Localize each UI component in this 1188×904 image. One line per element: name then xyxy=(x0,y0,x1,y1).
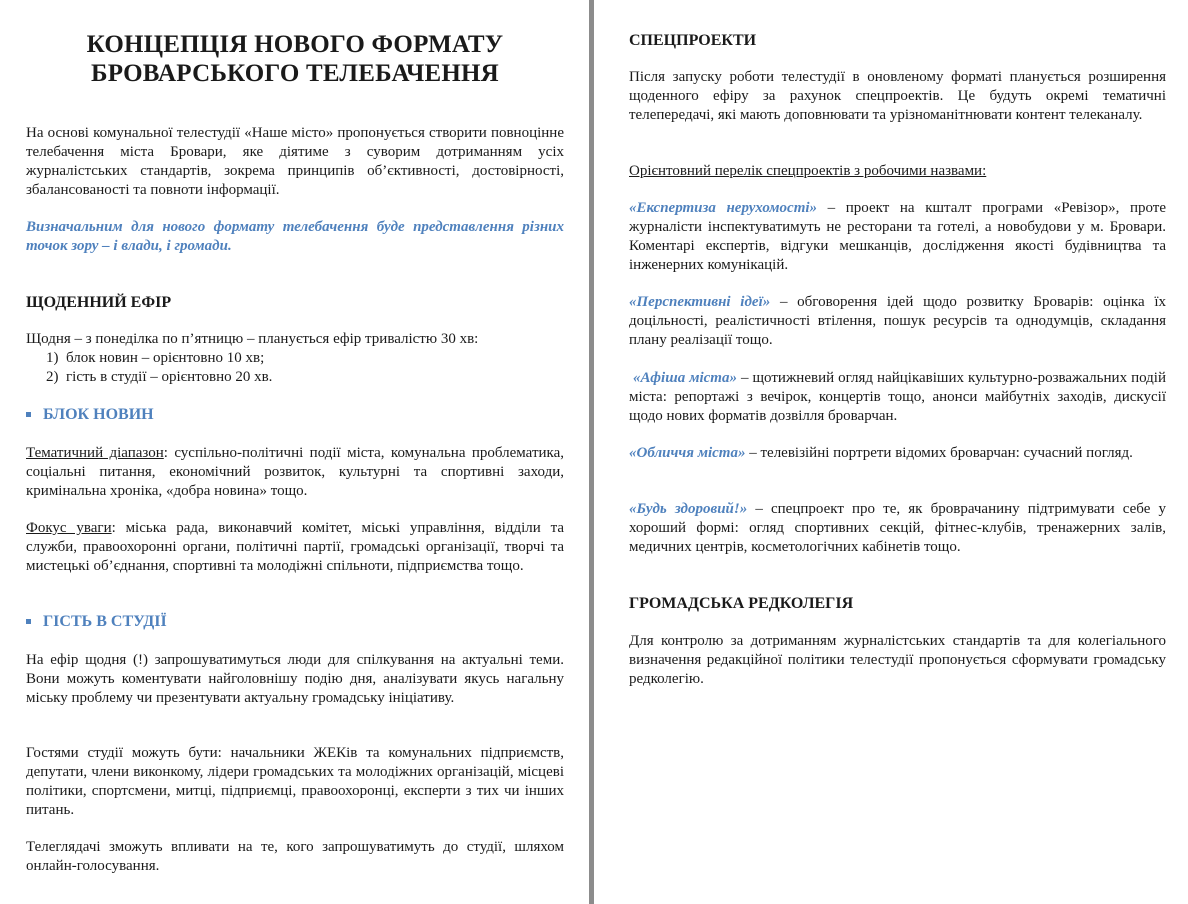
list-item: 2) гість в студії – орієнтовно 20 хв. xyxy=(46,369,273,385)
daily-list xyxy=(26,349,564,387)
guest-heading: ГІСТЬ В СТУДІЇ xyxy=(26,612,564,631)
project-item: «Обличчя міста» – телевізійні портрети відомих броварчан: сучасний погляд. xyxy=(629,445,1133,461)
editorial-board-heading: ГРОМАДСЬКА РЕДКОЛЕГІЯ xyxy=(629,595,854,612)
project-item: «Афіша міста» – щотижневий огляд найцікавіших культурно-розважальних подій міста: репортажі з вечірок, концертів тощо, анонси майбутніх заходів, дискусії щодо нових форматів дозвілля броварчан. xyxy=(629,370,1166,424)
document-title: КОНЦЕПЦІЯ НОВОГО ФОРМАТУ БРОВАРСЬКОГО ТЕЛЕБАЧЕННЯ xyxy=(86,31,504,87)
bullet-icon xyxy=(26,412,31,417)
list-item: 1) блок новин – орієнтовно 10 хв; xyxy=(46,350,265,366)
editorial-board-text: Для контролю за дотриманням журналістських стандартів та для колегіального визначення редакційної політики телестудії пропонується сформувати громадську редколегію. xyxy=(629,633,1166,687)
left-page xyxy=(26,0,564,904)
special-projects-heading: СПЕЦПРОЕКТИ xyxy=(629,32,757,49)
bullet-icon xyxy=(26,619,31,624)
guest-paragraph-3: Телеглядачі зможуть впливати на те, кого запрошуватимуть до студії, шляхом онлайн-голосування. xyxy=(26,839,564,874)
intro-paragraph: На основі комунальної телестудії «Наше місто» пропонується створити повноцінне телебачення міста Бровари, яке діятиме з суворим дотриманням усіх журналістських стандартів, зокрема принципів об’єктивності, достовірності, збалансованості та повноти інформації. xyxy=(26,125,564,198)
guest-paragraph-2: Гостями студії можуть бути: начальники ЖЕКів та комунальних підприємств, депутати, члени виконкому, лідери громадських та молодіжних організацій, місцеві політики, спортсмени, митці, підприємці, правоохоронці, експерти з тих чи інших питань. xyxy=(26,745,564,818)
project-item: «Перспективні ідеї» – обговорення ідей щодо розвитку Броварів: оцінка їх доцільності, реалістичності втілення, пошук ресурсів та однодумців, складання плану реалізації тощо. xyxy=(629,294,1167,348)
project-item: «Будь здоровий!» – спецпроект про те, як броврачанину підтримувати себе у хороший формі: огляд спортивних секцій, фітнес-клубів, тренажерних залів, медичних центрів, косметологічних кабінетів тощо. xyxy=(629,501,1166,555)
daily-text: Щодня – з понеділка по п’ятницю – планується ефір тривалістю 30 хв: xyxy=(26,331,479,347)
guest-paragraph-1: На ефір щодня (!) запрошуватимуться люди для спілкування на актуальні теми. Вони можуть коментувати найголовнішу подію дня, аналізувати якусь нагальну міську проблему чи презентувати актуальну громадську ініціативу. xyxy=(26,652,564,706)
daily-heading: ЩОДЕННИЙ ЕФІР xyxy=(26,294,172,311)
key-statement: Визначальним для нового формату телебачення буде представлення різних точок зору – і влади, і громади. xyxy=(26,219,564,254)
right-page xyxy=(629,0,1166,904)
project-item: «Експертиза нерухомості» – проект на кшталт програми «Ревізор», проте журналісти інспектуватимуть не ресторани та готелі, а новобудови у м. Бровари. Коментарі експертів, відгуки мешканців, дослідження якості будівництва та інженерних комунікацій. xyxy=(629,200,1166,273)
focus-paragraph: Фокус уваги: міська рада, виконавчий комітет, міські управління, відділи та служби, правоохоронні органи, політичні партії, громадські організації, творчі та мистецькі об’єднання, спортивні та молодіжні спільноти, підприємства тощо. xyxy=(26,520,565,574)
news-block-heading: БЛОК НОВИН xyxy=(26,405,564,424)
projects-list-label: Орієнтовний перелік спецпроектів з робочими назвами: xyxy=(629,163,987,179)
range-paragraph: Тематичний діапазон: суспільно-політичні події міста, комунальна проблематика, соціальні питання, економічний розвиток, культурні та спортивні заходи, кримінальна хроніка, «добра новина» тощо. xyxy=(26,445,564,499)
page-divider xyxy=(589,0,594,904)
special-intro: Після запуску роботи телестудії в оновленому форматі планується розширення щоденного ефіру за рахунок спецпроектів. Це будуть окремі тематичні телепередачі, які мають доповнювати та урізноманітнювати контент телеканалу. xyxy=(629,69,1166,123)
